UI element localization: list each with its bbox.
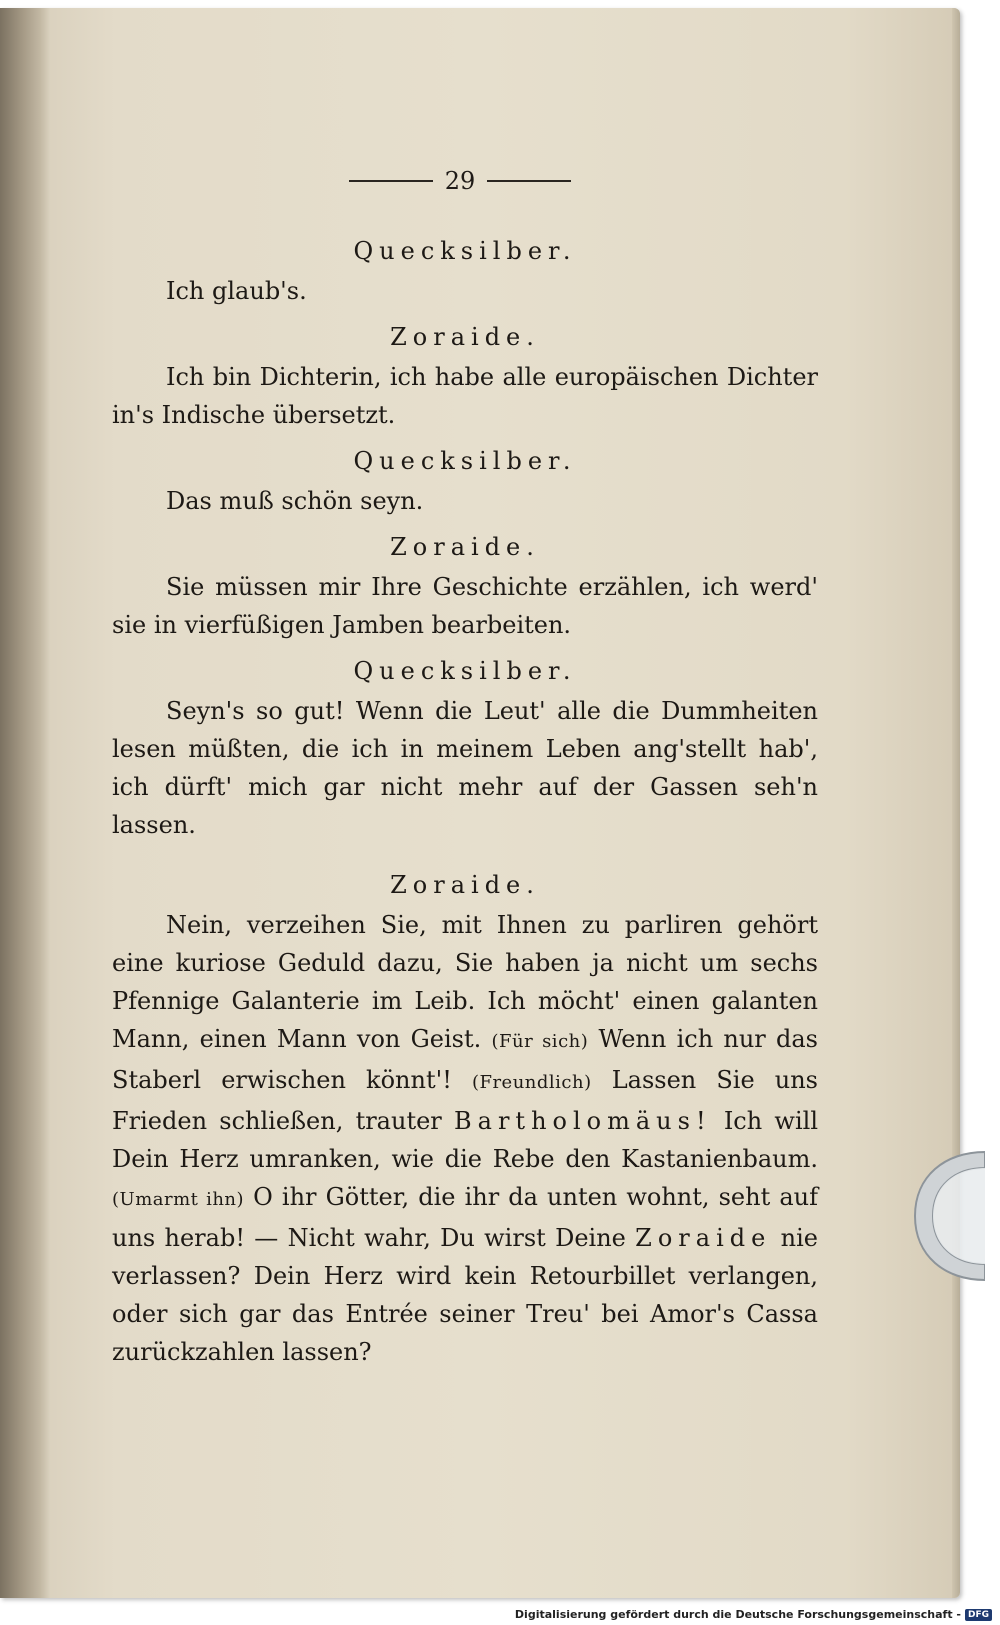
speaker-name: Zoraide.: [390, 871, 540, 899]
speaker-name: Quecksilber.: [353, 237, 577, 265]
digitization-credit: [515, 1608, 992, 1621]
speech-text: nie verlassen? Dein Herz wird kein Retourbillet verlangen, oder sich gar das Entrée seiner Treu' bei Amor's Cassa zurückzahlen lassen?: [112, 1224, 818, 1366]
speech-text: Wenn ich nur das Staberl erwischen könnt'!: [112, 1025, 819, 1094]
speaker-name: Quecksilber.: [353, 657, 577, 685]
page-edge: [952, 8, 960, 1598]
speaker-name: Zoraide.: [390, 323, 540, 351]
header-rule-right: [487, 180, 571, 182]
speech: Das muß schön seyn.: [166, 487, 424, 515]
dfg-logo: DFG: [965, 1609, 992, 1621]
stage-direction: (Für sich): [491, 1031, 589, 1052]
character-name: Bartholomäus!: [454, 1107, 712, 1135]
speech-text: Nein, verzeihen Sie, mit Ihnen zu parliren gehört eine kuriose Geduld dazu, Sie haben ja nicht um sechs Pfennige Galanterie im Leib. Ich möcht' einen galanten Mann, einen Mann von Geist.: [112, 911, 818, 1053]
credit-text: Digitalisierung gefördert durch die Deutsche Forschungsgemeinschaft -: [514, 1608, 961, 1621]
character-name: Zoraide: [635, 1224, 772, 1252]
binding-gutter: [0, 8, 50, 1598]
book-page: [0, 8, 960, 1598]
final-speech: [112, 906, 818, 1371]
body-text: [112, 226, 818, 1379]
speech-text: Lassen Sie uns Frieden schließen, trauter: [112, 1066, 818, 1135]
speech-text: O ihr Götter, die ihr da unten wohnt, seht auf uns herab! — Nicht wahr, Du wirst Deine: [112, 1183, 818, 1252]
speech: Sie müssen mir Ihre Geschichte erzählen, ich werd' sie in vierfüßigen Jamben bearbeiten.: [112, 573, 818, 639]
speaker-name: Quecksilber.: [353, 447, 577, 475]
speech: Seyn's so gut! Wenn die Leut' alle die Dummheiten lesen müßten, die ich in meinem Leben ang'stellt hab', ich dürft' mich gar nicht mehr auf der Gassen seh'n lassen.: [112, 697, 818, 839]
header-rule-left: [349, 180, 433, 182]
page-number: 29: [444, 167, 476, 195]
stage-direction: (Freundlich): [471, 1072, 592, 1093]
speech: Ich bin Dichterin, ich habe alle europäischen Dichter in's Indische übersetzt.: [112, 363, 818, 429]
stage-direction: (Umarmt ihn): [112, 1189, 245, 1210]
page-clip-icon: [905, 1146, 985, 1286]
speech-text: Ich will Dein Herz umranken, wie die Rebe den Kastanienbaum.: [112, 1107, 819, 1173]
speech: Ich glaub's.: [166, 277, 307, 305]
page-header: [340, 166, 580, 196]
speaker-name: Zoraide.: [390, 533, 540, 561]
